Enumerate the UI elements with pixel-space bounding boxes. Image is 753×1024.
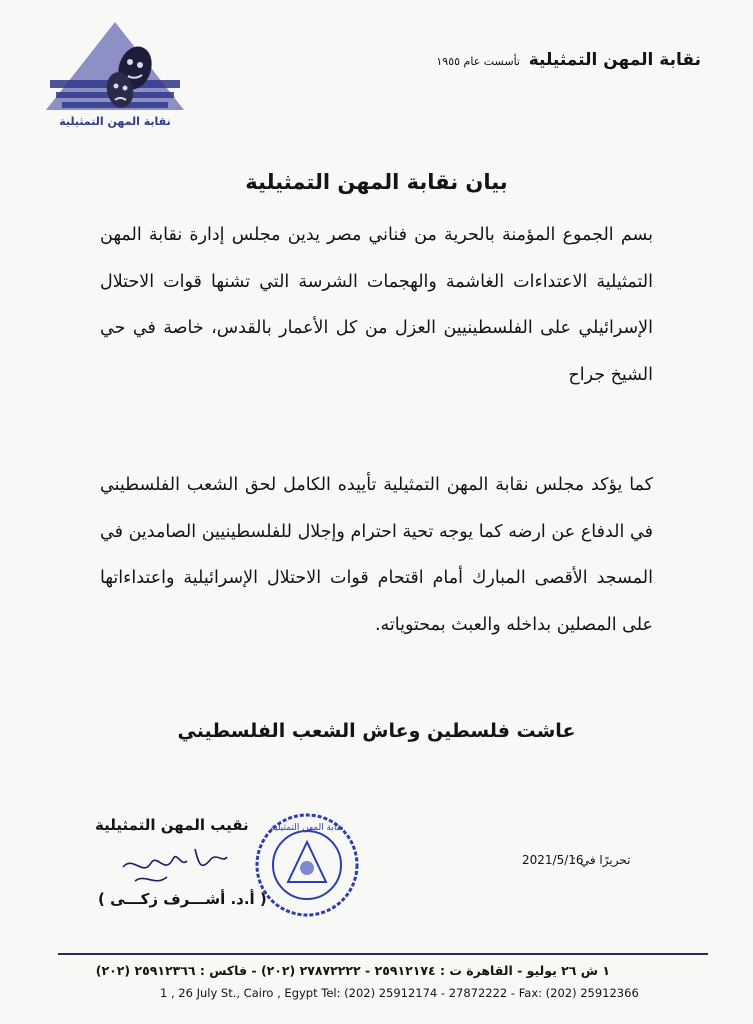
footer-address-english: 1 , 26 July St., Cairo , Egypt Tel: (202) 25912174 - 27872222 - Fax: (202) 25912366 xyxy=(160,986,639,1000)
signatory-name: ( أ.د. أشـــرف زكـــى ) xyxy=(98,890,267,908)
closing-line: عاشت فلسطين وعاش الشعب الفلسطيني xyxy=(177,720,576,742)
union-logo xyxy=(40,18,190,133)
letterhead-founded: تأسست عام ١٩٥٥ xyxy=(436,55,520,68)
handwritten-signature xyxy=(115,837,235,897)
official-stamp xyxy=(252,810,362,920)
logo-text: نقابة المهن التمثيلية xyxy=(59,115,171,128)
footer-address-arabic: ١ ش ٢٦ يوليو - القاهرة ت : ٢٥٩١٢١٧٤ - ٢٧٨٧٢٢٢٢ (٢٠٢) - فاكس : ٢٥٩١٢٣٦٦ (٢٠٢) xyxy=(95,963,610,978)
theatre-masks-logo-icon xyxy=(40,18,190,133)
signatory-title: نقيب المهن التمثيلية xyxy=(95,816,249,834)
stamp-text: نقابة المهن التمثيلية xyxy=(270,823,344,833)
statement-paragraph-1: بسم الجموع المؤمنة بالحرية من فناني مصر يدين مجلس إدارة نقابة المهن التمثيلية الاعتداءات الغاشمة والهجمات الشرسة التي تشنها قوات الاحتلال الإسرائيلي على الفلسطينيين العزل من كل الأعمار بالقدس، خاصة في حي الشيخ جراح xyxy=(100,225,653,385)
document-title: بيان نقابة المهن التمثيلية xyxy=(245,170,508,194)
footer-divider xyxy=(58,953,708,955)
date-label: تحريرًا في : xyxy=(572,853,631,867)
letterhead-org-name: نقابة المهن التمثيلية xyxy=(528,50,701,70)
statement-paragraph-2: كما يؤكد مجلس نقابة المهن التمثيلية تأييده الكامل لحق الشعب الفلسطيني في الدفاع عن ارضه كما يوجه تحية احترام وإجلال للفلسطينيين الصامدين في المسجد الأقصى المبارك أمام اقتحام قوات الاحتلال الإسرائيلية واعتداءاتها على المصلين بداخله والعبث بمحتوياته. xyxy=(100,475,653,635)
date-value: 2021/5/16 xyxy=(522,853,584,867)
